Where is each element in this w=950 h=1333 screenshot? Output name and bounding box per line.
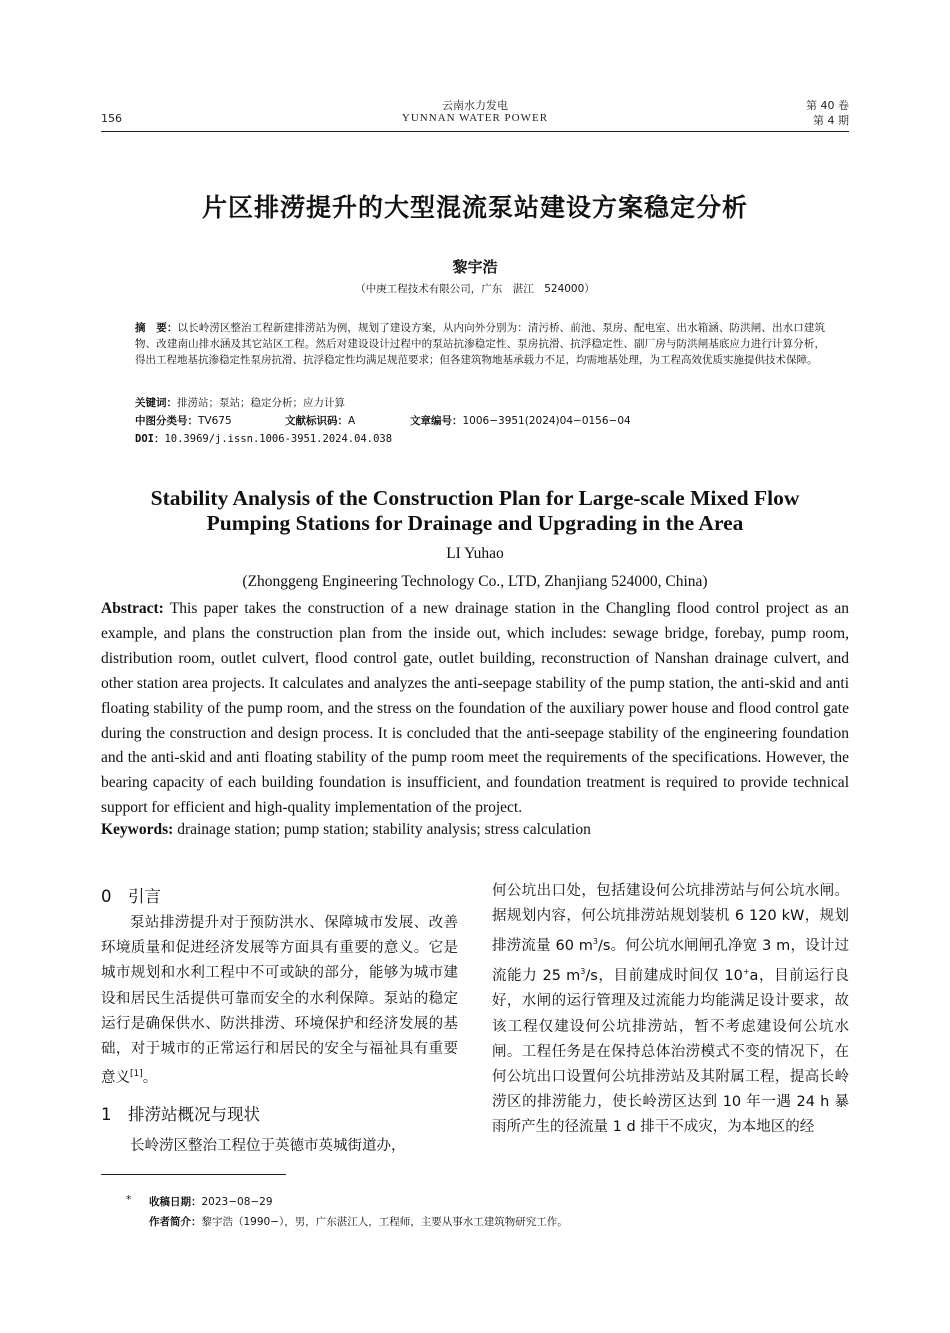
right-col-text-4: a，目前运行良好，水闸的运行管理及过流能力均能满足设计要求，故该工程仅建设何公坑排涝站，暂不考虑建设何公坑水闸。工程任务是在保持总体治涝模式不变的情况下，在何公坑出口设置何公坑排涝站及其附属工程，提高长岭涝区的排涝能力，使长岭涝区达到 10 年一遇 24 h 暴雨所产生的径流量 1 d 排干不成灾，为本地区的经 xyxy=(492,968,850,1136)
right-col-text-2: /s。何公坑水闸闸孔净宽 3 m，设计过流能力 25 m xyxy=(492,938,850,985)
abstract-en-label: Abstract: xyxy=(101,600,164,617)
doc-code-value: A xyxy=(348,415,356,427)
document-code xyxy=(285,413,355,428)
section-0-paragraph xyxy=(101,911,458,1091)
section-0-end: 。 xyxy=(142,1070,158,1087)
right-col-text-3: /s，目前建成时间仅 10 xyxy=(585,968,743,985)
keywords-cn-label: 关键词： xyxy=(135,397,177,409)
abstract-en-text: This paper takes the construction of a new drainage station in the Changling flood control project as an example, and plans the construction plan from the inside out, which includes: sewage bridge, forebay, pump room, distribution room, outlet culvert, flood control gate, outlet building, reconstruction of Nanshan drainage culvert, and other station area projects. It calculates and analyzes the anti-seepage stability of the pump station, the anti-skid and anti floating stability of the pump room, and the stress on the foundation of the auxiliary power house and flood control gate during the construction and design process. It is concluded that the anti-seepage stability of the engineering foundation and the anti-skid and anti floating stability of the pump room meet the requirements of the specifications. However, the bearing capacity of each building foundation is insufficient, and foundation treatment is required to provide technical support for efficient and high-quality implementation of the project. xyxy=(101,600,849,817)
page-number: 156 xyxy=(101,112,122,125)
abstract-cn-label: 摘 要： xyxy=(135,322,178,334)
article-no-label: 文章编号： xyxy=(410,415,463,427)
volume: 第 40 卷 xyxy=(806,99,849,112)
superscript-3a: 3 xyxy=(592,937,598,947)
keywords-cn xyxy=(135,395,345,410)
keywords-en xyxy=(101,821,591,839)
clc-value: TV675 xyxy=(198,415,232,427)
affiliation-en: (Zhonggeng Engineering Technology Co., LTD, Zhanjiang 524000, China) xyxy=(242,573,708,590)
right-col-text-1: 何公坑出口处，包括建设何公坑排涝站与何公坑水闸。据规划内容，何公坑排涝站规划装机 6 120 kW，规划排涝流量 60 m xyxy=(492,883,849,955)
header-rule xyxy=(101,131,849,132)
section-0-heading: 0 引言 xyxy=(101,887,161,906)
doc-code-label: 文献标识码： xyxy=(285,415,348,427)
article-number xyxy=(410,413,631,428)
issue: 第 4 期 xyxy=(813,114,849,127)
author-bio-label: 作者简介： xyxy=(149,1216,202,1228)
affiliation-cn: （中庚工程技术有限公司，广东 湛江 524000） xyxy=(355,283,595,295)
journal-name-en: YUNNAN WATER POWER xyxy=(401,112,549,124)
abstract-cn-text: 以长岭涝区整治工程新建排涝站为例，规划了建设方案，从内向外分别为：清污桥、前池、泵房、配电室、出水箱涵、防洪闸、出水口建筑物、改建南山排水涵及其它站区工程。然后对建设设计过程中的泵站抗渗稳定性、泵房抗滑、抗浮稳定性、副厂房与防洪闸基底应力进行计算分析，得出工程地基抗渗稳定性泵房抗滑、抗浮稳定性均满足规范要求；但各建筑物地基承载力不足，均需地基处理，为工程高效优质实施提供技术保障。 xyxy=(135,322,825,366)
received-label: 收稿日期： xyxy=(149,1196,202,1208)
doi xyxy=(135,431,392,446)
keywords-cn-text: 排涝站；泵站；稳定分析；应力计算 xyxy=(177,397,345,409)
abstract-en xyxy=(101,597,849,821)
received-date xyxy=(149,1194,273,1209)
superscript-3b: 3 xyxy=(580,967,586,977)
section-1-heading: 1 排涝站概况与现状 xyxy=(101,1105,260,1124)
author-bio xyxy=(149,1214,568,1229)
author-en: LI Yuhao xyxy=(446,545,504,562)
author-bio-value: 黎宇浩（1990−），男，广东湛江人，工程师，主要从事水工建筑物研究工作。 xyxy=(201,1216,568,1228)
title-en-line1: Stability Analysis of the Construction Plan for Large-scale Mixed Flow xyxy=(150,486,800,510)
keywords-en-label: Keywords: xyxy=(101,821,174,838)
clc-number xyxy=(135,413,232,428)
title-cn: 片区排涝提升的大型混流泵站建设方案稳定分析 xyxy=(201,193,748,222)
title-en-line2: Pumping Stations for Drainage and Upgrading in the Area xyxy=(206,511,744,535)
clc-label: 中图分类号： xyxy=(135,415,198,427)
abstract-cn xyxy=(135,320,825,368)
author-cn: 黎宇浩 xyxy=(452,258,498,276)
received-value: 2023−08−29 xyxy=(201,1196,273,1208)
section-0-text: 泵站排涝提升对于预防洪水、保障城市发展、改善环境质量和促进经济发展等方面具有重要的意义。它是城市规划和水利工程中不可或缺的部分，能够为城市建设和居民生活提供可靠而安全的水利保障。泵站的稳定运行是确保供水、防洪排涝、环境保护和经济发展的基础，对于城市的正常运行和居民的安全与福祉具有重要意义 xyxy=(101,915,458,1087)
keywords-en-text: drainage station; pump station; stability analysis; stress calculation xyxy=(173,821,591,838)
doi-value: 10.3969/j.issn.1006-3951.2024.04.038 xyxy=(164,433,393,445)
doi-label: DOI： xyxy=(135,433,165,445)
article-no-value: 1006−3951(2024)04−0156−04 xyxy=(462,415,631,427)
journal-name-cn: 云南水力发电 xyxy=(442,99,508,112)
section-1-paragraph: 长岭涝区整治工程位于英德市英城街道办， xyxy=(130,1138,406,1154)
citation-1: [1] xyxy=(130,1069,143,1080)
title-en xyxy=(101,486,849,536)
superscript-plus: + xyxy=(742,967,750,977)
footnote-star: * xyxy=(126,1194,132,1206)
right-column-paragraph xyxy=(492,879,849,1141)
footnote-rule xyxy=(101,1174,286,1175)
